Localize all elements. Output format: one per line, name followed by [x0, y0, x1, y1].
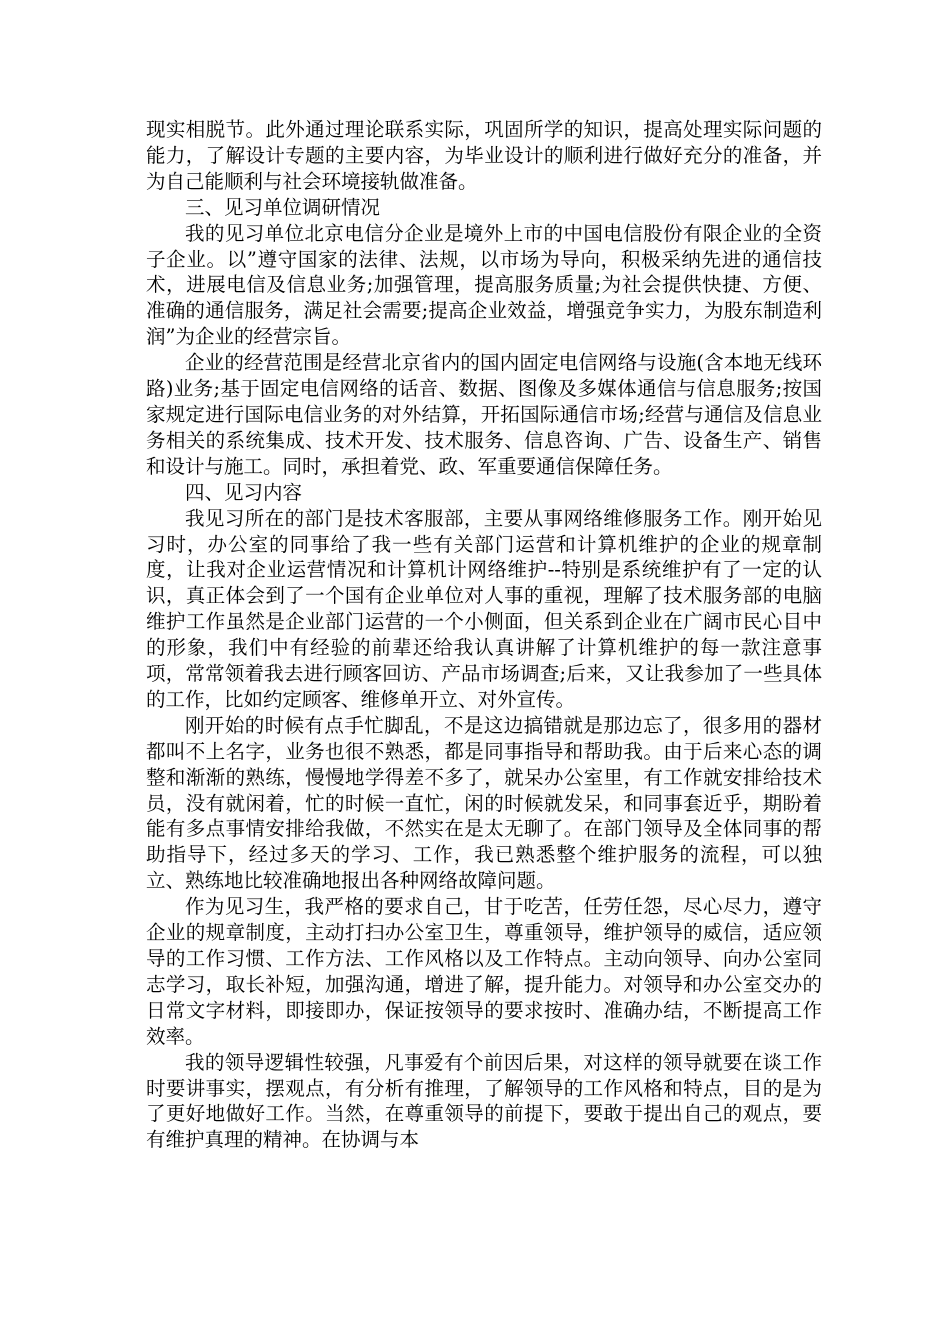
paragraph-leader-style: 我的领导逻辑性较强，凡事爱有个前因后果，对这样的领导就要在谈工作时要讲事实，摆观点，有分析有推理，了解领导的工作风格和特点，目的是为了更好地做好工作。当然，在尊重领导的前提下，要敢于提出自己的观点，要有维护真理的精神。在协调与本: [146, 1050, 822, 1152]
paragraph-unit-overview: 我的见习单位北京电信分企业是境外上市的中国电信股份有限企业的全资子企业。以”遵守国家的法律、法规，以市场为导向，积极采纳先进的通信技术，进展电信及信息业务;加强管理，提高服务质量;为社会提供快捷、方便、准确的通信服务，满足社会需要;提高企业效益，增强竞争实力，为股东制造利润”为企业的经营宗旨。: [146, 221, 822, 349]
section-heading-3: 三、见习单位调研情况: [185, 195, 381, 219]
paragraph-self-discipline: 作为见习生，我严格的要求自己，甘于吃苦，任劳任怨，尽心尽力，遵守企业的规章制度，主动打扫办公室卫生，尊重领导，维护领导的威信，适应领导的工作习惯、工作方法、工作风格以及工作特点。主动向领导、向办公室同志学习，取长补短，加强沟通，增进了解，提升能力。对领导和办公室交办的日常文字材料，即接即办，保证按领导的要求按时、准确办结，不断提高工作效率。: [146, 895, 822, 1048]
paragraph-business-scope: 企业的经营范围是经营北京省内的国内固定电信网络与设施(含本地无线环路)业务;基于固定电信网络的话音、数据、图像及多媒体通信与信息服务;按国家规定进行国际电信业务的对外结算，开拓国际通信市场;经营与通信及信息业务相关的系统集成、技术开发、技术服务、信息咨询、广告、设备生产、销售和设计与施工。同时，承担着党、政、军重要通信保障任务。: [146, 351, 822, 478]
paragraph-early-experience: 刚开始的时候有点手忙脚乱，不是这边搞错就是那边忘了，很多用的器材都叫不上名字，业务也很不熟悉，都是同事指导和帮助我。由于后来心态的调整和渐渐的熟练，慢慢地学得差不多了，就呆办公室里，有工作就安排给技术员，没有就闲着，忙的时候一直忙，闲的时候就发呆，和同事套近乎，期盼着能有多点事情安排给我做，不然实在是太无聊了。在部门领导及全体同事的帮助指导下，经过多天的学习、工作，我已熟悉整个维护服务的流程，可以独立、熟练地比较准确地报出各种网络故障问题。: [146, 713, 822, 893]
paragraph-intro-continuation: 现实相脱节。此外通过理论联系实际，巩固所学的知识，提高处理实际问题的能力，了解设计专题的主要内容，为毕业设计的顺利进行做好充分的准备，并为自己能顺利与社会环境接轨做准备。: [146, 118, 822, 193]
section-heading-4: 四、见习内容: [185, 480, 303, 504]
paragraph-department-work: 我见习所在的部门是技术客服部，主要从事网络维修服务工作。刚开始见习时，办公室的同事给了我一些有关部门运营和计算机维护的企业的规章制度，让我对企业运营情况和计算机计网络维护--特别是系统维护有了一定的认识，真正体会到了一个国有企业单位对人事的重视，理解了技术服务部的电脑维护工作虽然是企业部门运营的一个小侧面，但关系到企业在广阔市民心目中的形象，我们中有经验的前辈还给我认真讲解了计算机维护的每一款注意事项，常常领着我去进行顾客回访、产品市场调查;后来，又让我参加了一些具体的工作，比如约定顾客、维修单开立、对外宣传。: [146, 506, 822, 711]
document-body: [146, 117, 822, 1153]
